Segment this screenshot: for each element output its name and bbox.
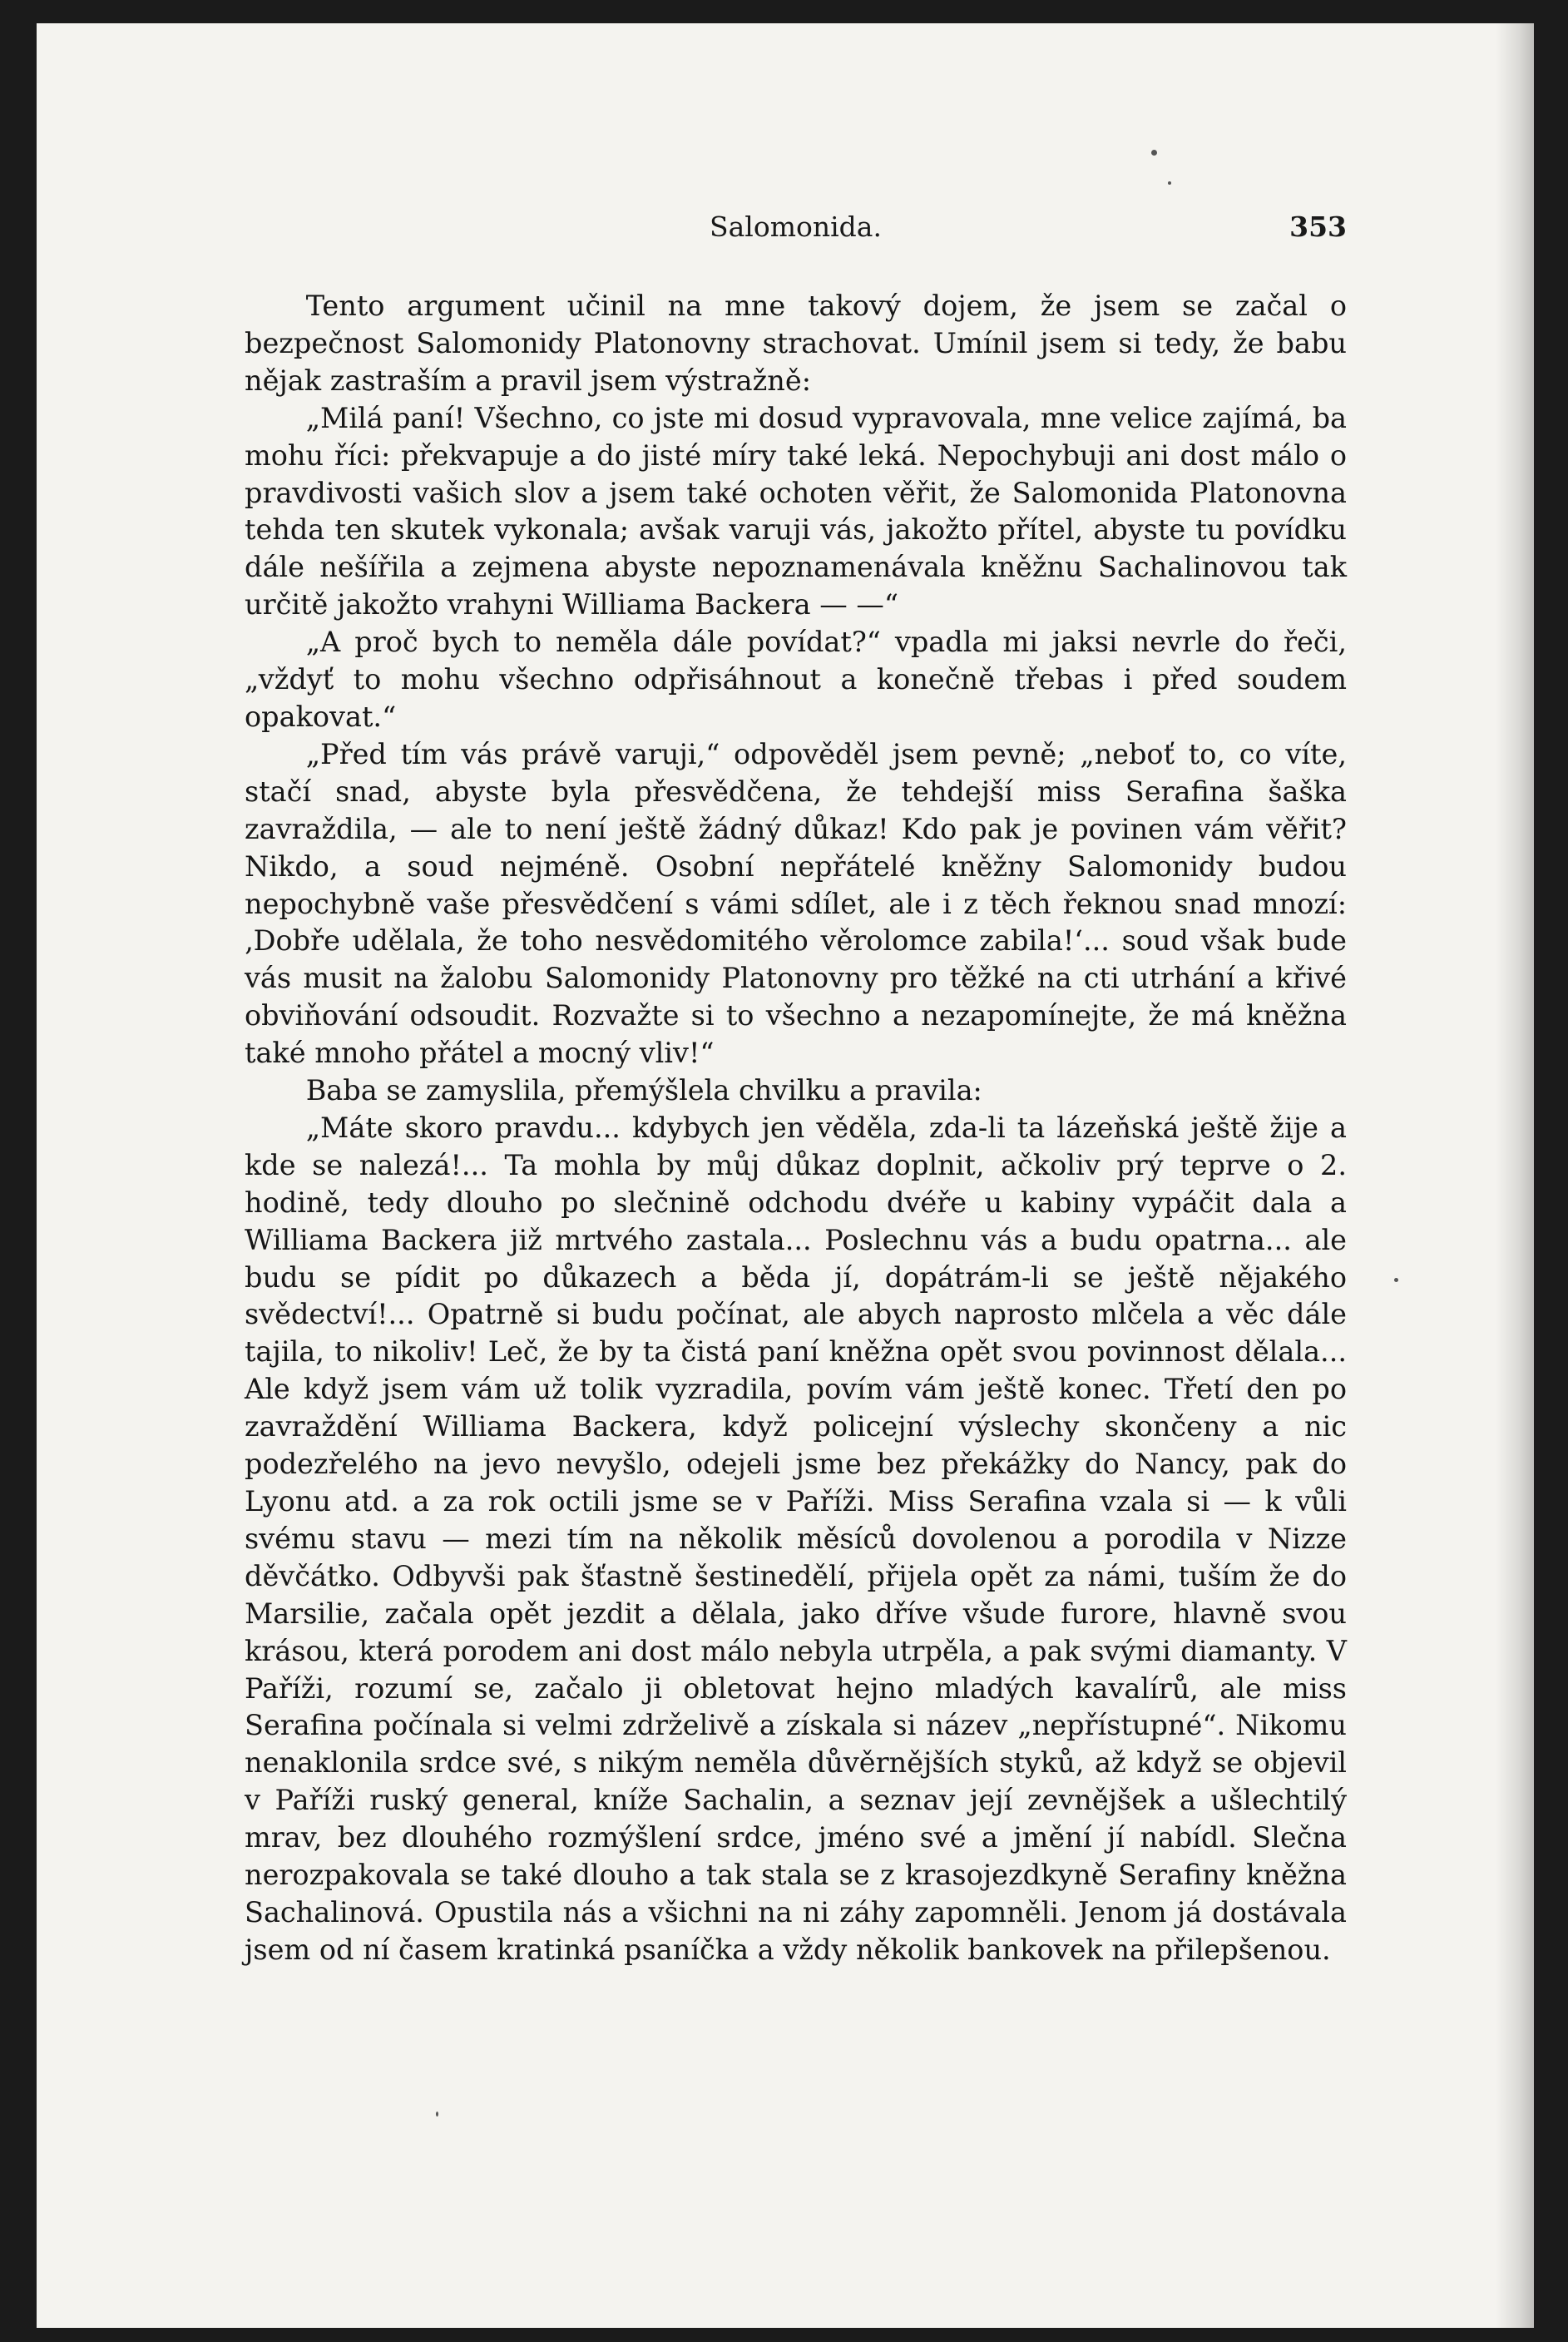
body-text xyxy=(245,288,1347,1969)
paragraph: „A proč bych to neměla dále povídat?“ vpadla mi jaksi nevrle do řeči, „vždyť to mohu všechno odpřisáhnout a konečně třebas i před soudem opakovat.“ xyxy=(245,626,1347,733)
page-header xyxy=(245,210,1347,260)
paragraph: Baba se zamyslila, přemýšlela chvilku a pravila: xyxy=(305,1074,982,1107)
print-speck xyxy=(1394,1278,1398,1282)
print-speck xyxy=(1151,150,1157,156)
paragraph: „Milá paní! Všechno, co jste mi dosud vypravovala, mne velice zajímá, ba mohu říci: překvapuje a do jisté míry také leká. Nepochybuji ani dost málo o pravdivosti vašich slov a jsem také ochoten věřit, že Salomonida Platonovna tehda ten skutek vykonala; avšak varuji vás, jakožto přítel, abyste tu povídku dále nešířila a zejmena abyste nepoznamenávala kněžnu Sachalinovou tak určitě jakožto vrahyni Williama Backera — —“ xyxy=(245,401,1347,621)
print-speck xyxy=(436,2112,438,2117)
book-page xyxy=(37,23,1534,2328)
page-edge-shadow xyxy=(1496,23,1534,2328)
running-title: Salomonida. xyxy=(710,210,882,243)
paragraph: Tento argument učinil na mne takový dojem, že jsem se začal o bezpečnost Salomonidy Platonovny strachovat. Umínil jsem si tedy, že babu nějak zastraším a pravil jsem výstražně: xyxy=(245,290,1347,397)
paragraph: „Máte skoro pravdu... kdybych jen věděla, zda-li ta lázeňská ještě žije a kde se nalezá!... Ta mohla by můj důkaz doplnit, ačkoliv prý teprve o 2. hodině, tedy dlouho po slečnině odchodu dvéře u kabiny vypáčit dala a Williama Backera již mrtvého zastala... Poslechnu vás a budu opatrna... ale budu se pídit po důkazech a běda jí, dopátrám-li se ještě nějakého svědectví!... Opatrně si budu počínat, ale abych naprosto mlčela a věc dále tajila, to nikoliv! Leč, že by ta čistá paní kněžna opět svou povinnost dělala... Ale když jsem vám už tolik vyzradila, povím vám ještě konec. Třetí den po zavraždění Williama Backera, když policejní výslechy skončeny a nic podezřelého na jevo nevyšlo, odejeli jsme bez překážky do Nancy, pak do Lyonu atd. a za rok octili jsme se v Paříži. Miss Serafina vzala si — k vůli svému stavu — mezi tím na několik měsíců dovolenou a porodila v Nizze děvčátko. Odbyvši pak šťastně šestinedělí, přijela opět za námi, tuším že do Marsilie, začala opět jezdit a dělala, jako dříve všude furore, hlavně svou krásou, která porodem ani dost málo nebyla utrpěla, a pak svými diamanty. V Paříži, rozumí se, začalo ji obletovat hejno mladých kavalírů, ale miss Serafina počínala si velmi zdrželivě a získala si název „nepřístupné“. Nikomu nenaklonila srdce své, s nikým neměla důvěrnějších styků, až když se objevil v Paříži ruský general, kníže Sachalin, a seznav její zevnějšek a ušlechtilý mrav, bez dlouhého rozmýšlení srdce, jméno své a jmění jí nabídl. Slečna nerozpakovala se také dlouho a tak stala se z krasojezdkyně Serafiny kněžna Sachalinová. Opustila nás a všichni na ni záhy zapomněli. Jenom já dostávala jsem od ní časem kratinká psaníčka a vždy několik bankovek na přilepšenou. xyxy=(245,1111,1347,1966)
page-number: 353 xyxy=(1289,210,1347,243)
paragraph: „Před tím vás právě varuji,“ odpověděl jsem pevně; „neboť to, co víte, stačí snad, abyste byla přesvědčena, že tehdejší miss Serafina šaška zavraždila, — ale to není ještě žádný důkaz! Kdo pak je povinen vám věřit? Nikdo, a soud nejméně. Osobní nepřátelé kněžny Salomonidy budou nepochybně vaše přesvědčení s vámi sdílet, ale i z těch řeknou snad mnozí: ‚Dobře udělala, že toho nesvědomitého věrolomce zabila!‘... soud však bude vás musit na žalobu Salomonidy Platonovny pro těžké na cti utrhání a křivé obviňování odsoudit. Rozvažte si to všechno a nezapomínejte, že má kněžna také mnoho přátel a mocný vliv!“ xyxy=(245,737,1347,1070)
print-speck xyxy=(1168,181,1171,185)
